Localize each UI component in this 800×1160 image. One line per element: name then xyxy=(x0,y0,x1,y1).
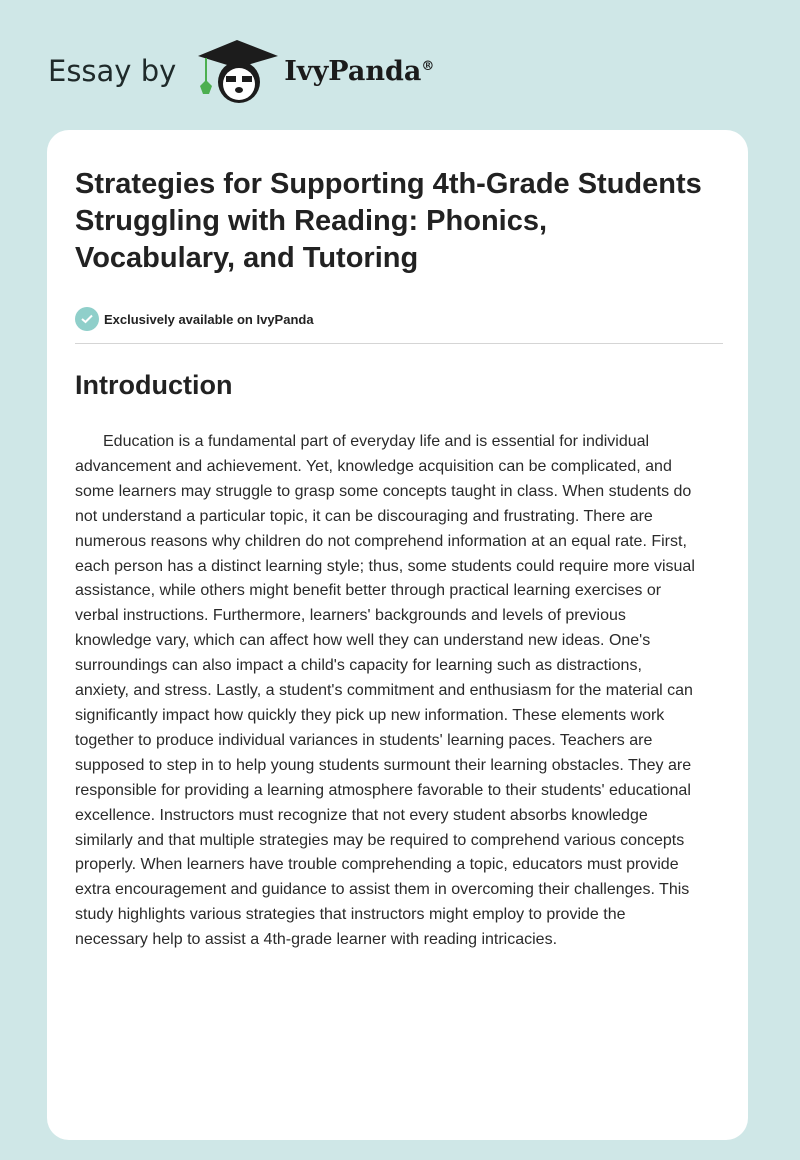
paragraph-line: supposed to step in to help young students surmount their learning obstacles. They are xyxy=(75,756,692,774)
paragraph-line: necessary help to assist a 4th-grade learner with reading intricacies. xyxy=(75,931,558,949)
paragraph-line: assistance, while others might benefit better through practical learning exercises or xyxy=(75,582,662,600)
essay-title: Strategies for Supporting 4th-Grade Students Struggling with Reading: Phonics, Vocabulary, and Tutoring xyxy=(75,168,702,274)
paragraph-line: responsible for providing a learning atmosphere favorable to their students' educational xyxy=(75,781,691,799)
paragraph-line: verbal instructions. Furthermore, learners' backgrounds and levels of previous xyxy=(75,607,626,625)
essay-by-label: Essay by xyxy=(48,54,177,88)
paragraph-line: together to produce individual variances in students' learning paces. Teachers are xyxy=(75,731,653,749)
check-icon xyxy=(75,307,99,331)
paragraph-line: similarly and that multiple strategies may be required to comprehend various concepts xyxy=(75,831,685,849)
exclusive-text: Exclusively available on IvyPanda xyxy=(104,311,314,327)
divider xyxy=(75,343,723,344)
paragraph-line: knowledge vary, which can affect how well they can understand new ideas. One's xyxy=(75,632,651,650)
site-header xyxy=(48,36,434,106)
registered-mark: ® xyxy=(421,58,435,74)
paragraph-line: not understand a particular topic, it can be discouraging and frustrating. There are xyxy=(75,507,653,525)
paragraph-line: surroundings can also impact a child's capacity for learning such as distractions, xyxy=(75,657,642,675)
section-heading: Introduction xyxy=(75,370,233,400)
paragraph-line: anxiety, and stress. Lastly, a student's commitment and enthusiasm for the material can xyxy=(75,682,693,700)
brand-name[interactable] xyxy=(284,56,434,87)
paragraph-line: Education is a fundamental part of everyday life and is essential for individual xyxy=(103,433,650,450)
paragraph-line: some learners may struggle to grasp some concepts taught in class. When students do xyxy=(75,482,692,500)
paragraph-line: advancement and achievement. Yet, knowledge acquisition can be complicated, and xyxy=(75,457,672,475)
paragraph-line: each person has a distinct learning style; thus, some students could require more visual xyxy=(75,557,695,575)
paragraph-line: properly. When learners have trouble comprehending a topic, educators must provide xyxy=(75,856,679,874)
paragraph-line: study highlights various strategies that instructors might employ to provide the xyxy=(75,906,626,924)
intro-paragraph xyxy=(75,430,735,953)
essay-card xyxy=(47,130,748,1140)
paragraph-line: significantly impact how quickly they pick up new information. These elements work xyxy=(75,706,665,724)
exclusive-badge xyxy=(75,307,314,331)
paragraph-line: numerous reasons why children do not comprehend information at an equal rate. First, xyxy=(75,532,687,550)
paragraph-line: extra encouragement and guidance to assist them in overcoming their challenges. This xyxy=(75,881,690,899)
brand-text: IvyPanda xyxy=(284,55,422,87)
ivypanda-logo-icon[interactable] xyxy=(194,36,280,106)
paragraph-line: excellence. Instructors must recognize that not every student absorbs knowledge xyxy=(75,806,648,824)
